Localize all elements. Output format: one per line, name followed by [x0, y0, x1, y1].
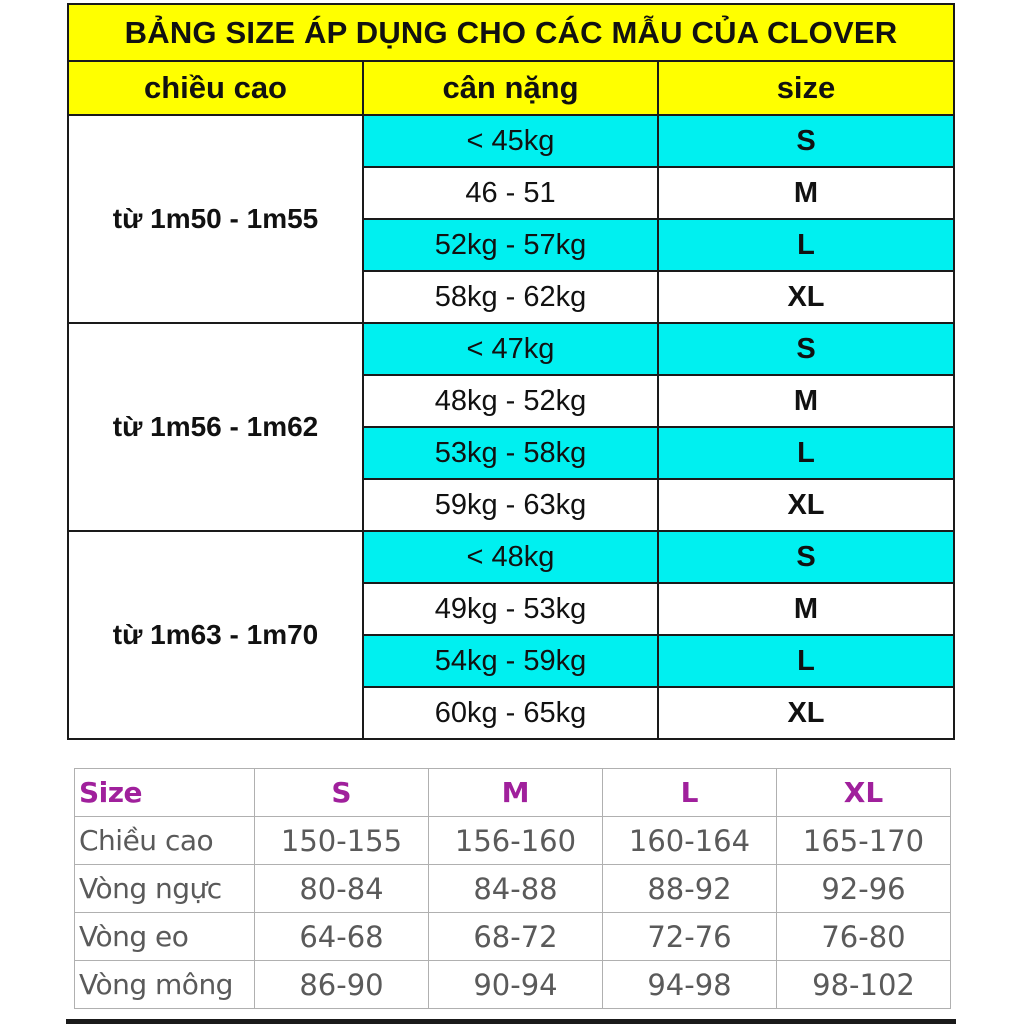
- header-size: size: [658, 61, 954, 115]
- measurement-label: Vòng ngực: [75, 865, 255, 913]
- size-header-m: M: [429, 769, 603, 817]
- measurement-value: 88-92: [603, 865, 777, 913]
- size-value: XL: [658, 479, 954, 531]
- measurement-value: 90-94: [429, 961, 603, 1009]
- bottom-divider: [66, 1019, 956, 1024]
- size-value: S: [658, 531, 954, 583]
- measurement-value: 80-84: [255, 865, 429, 913]
- measurement-value: 94-98: [603, 961, 777, 1009]
- weight-range: 52kg - 57kg: [363, 219, 658, 271]
- weight-range: < 48kg: [363, 531, 658, 583]
- size-value: L: [658, 635, 954, 687]
- header-height: chiều cao: [68, 61, 363, 115]
- weight-range: 46 - 51: [363, 167, 658, 219]
- measurement-value: 150-155: [255, 817, 429, 865]
- measurement-row: [75, 961, 951, 1009]
- weight-range: 59kg - 63kg: [363, 479, 658, 531]
- measurement-row: [75, 865, 951, 913]
- weight-range: 60kg - 65kg: [363, 687, 658, 739]
- height-range: từ 1m63 - 1m70: [68, 531, 363, 739]
- height-range: từ 1m50 - 1m55: [68, 115, 363, 323]
- size-value: XL: [658, 271, 954, 323]
- measurement-label: Chiều cao: [75, 817, 255, 865]
- measurement-value: 92-96: [777, 865, 951, 913]
- measurement-value: 98-102: [777, 961, 951, 1009]
- measurement-value: 160-164: [603, 817, 777, 865]
- height-range: từ 1m56 - 1m62: [68, 323, 363, 531]
- weight-range: < 47kg: [363, 323, 658, 375]
- weight-range: 48kg - 52kg: [363, 375, 658, 427]
- weight-range: 53kg - 58kg: [363, 427, 658, 479]
- size-header-l: L: [603, 769, 777, 817]
- header-weight: cân nặng: [363, 61, 658, 115]
- size-row: [68, 323, 954, 375]
- measurement-value: 72-76: [603, 913, 777, 961]
- measurement-value: 156-160: [429, 817, 603, 865]
- measurement-label: Vòng mông: [75, 961, 255, 1009]
- size-header-xl: XL: [777, 769, 951, 817]
- size-value: S: [658, 323, 954, 375]
- measurement-value: 68-72: [429, 913, 603, 961]
- measurement-value: 86-90: [255, 961, 429, 1009]
- measurement-row: [75, 913, 951, 961]
- weight-range: 49kg - 53kg: [363, 583, 658, 635]
- measurement-value: 76-80: [777, 913, 951, 961]
- size-value: M: [658, 167, 954, 219]
- size-chart-title: BẢNG SIZE ÁP DỤNG CHO CÁC MẪU CỦA CLOVER: [68, 4, 954, 61]
- weight-range: 58kg - 62kg: [363, 271, 658, 323]
- measurement-label: Vòng eo: [75, 913, 255, 961]
- measurement-table: [74, 768, 951, 1009]
- measurement-value: 165-170: [777, 817, 951, 865]
- size-value: M: [658, 583, 954, 635]
- size-chart-table: [67, 3, 955, 740]
- size-header-label: Size: [75, 769, 255, 817]
- weight-range: < 45kg: [363, 115, 658, 167]
- size-value: XL: [658, 687, 954, 739]
- measurement-value: 64-68: [255, 913, 429, 961]
- size-value: L: [658, 427, 954, 479]
- size-value: M: [658, 375, 954, 427]
- size-header-s: S: [255, 769, 429, 817]
- weight-range: 54kg - 59kg: [363, 635, 658, 687]
- size-row: [68, 531, 954, 583]
- measurement-row: [75, 817, 951, 865]
- measurement-value: 84-88: [429, 865, 603, 913]
- size-row: [68, 115, 954, 167]
- size-value: L: [658, 219, 954, 271]
- measurement-header-row: [75, 769, 951, 817]
- size-value: S: [658, 115, 954, 167]
